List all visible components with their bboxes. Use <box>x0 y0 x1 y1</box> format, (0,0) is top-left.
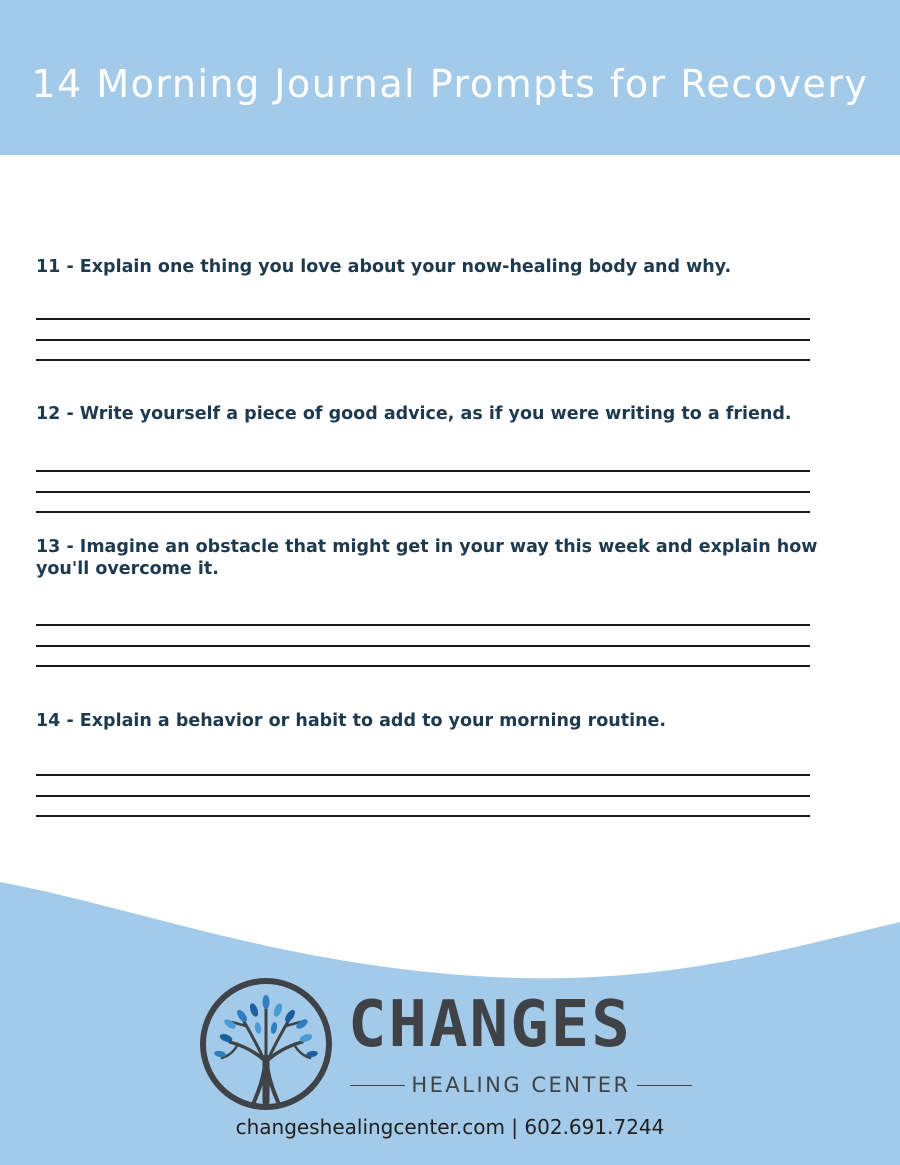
brand-subtitle: HEALING CENTER <box>411 1073 631 1097</box>
answer-lines-11[interactable] <box>36 318 810 380</box>
write-line[interactable] <box>36 318 810 320</box>
write-line[interactable] <box>36 339 810 341</box>
prompt-text: 11 - Explain one thing you love about your now-healing body and why. <box>36 257 732 277</box>
prompt-13 <box>36 536 836 580</box>
write-line[interactable] <box>36 624 810 626</box>
write-line[interactable] <box>36 359 810 361</box>
page-title: 14 Morning Journal Prompts for Recovery <box>31 62 869 106</box>
tree-circle-logo-icon <box>198 976 334 1112</box>
prompt-11 <box>36 256 836 278</box>
write-line[interactable] <box>36 511 810 513</box>
answer-lines-13[interactable] <box>36 624 810 686</box>
prompt-text: 12 - Write yourself a piece of good advice, as if you were writing to a friend. <box>36 404 792 424</box>
prompt-14 <box>36 710 836 732</box>
write-line[interactable] <box>36 795 810 797</box>
contact-info[interactable]: changeshealingcenter.com | 602.691.7244 <box>235 1115 665 1139</box>
write-line[interactable] <box>36 774 810 776</box>
write-line[interactable] <box>36 470 810 472</box>
brand-name: CHANGES <box>348 988 632 1062</box>
answer-lines-14[interactable] <box>36 774 810 836</box>
divider <box>350 1085 405 1086</box>
write-line[interactable] <box>36 665 810 667</box>
prompt-text: 13 - Imagine an obstacle that might get in your way this week and explain how you'll overcome it. <box>36 537 818 579</box>
write-line[interactable] <box>36 645 810 647</box>
write-line[interactable] <box>36 815 810 817</box>
write-line[interactable] <box>36 491 810 493</box>
page-header <box>0 0 900 155</box>
prompt-text: 14 - Explain a behavior or habit to add to your morning routine. <box>36 711 667 731</box>
answer-lines-12[interactable] <box>36 470 810 532</box>
divider <box>637 1085 692 1086</box>
prompt-12 <box>36 403 836 425</box>
brand-subtitle-row <box>350 1070 692 1100</box>
